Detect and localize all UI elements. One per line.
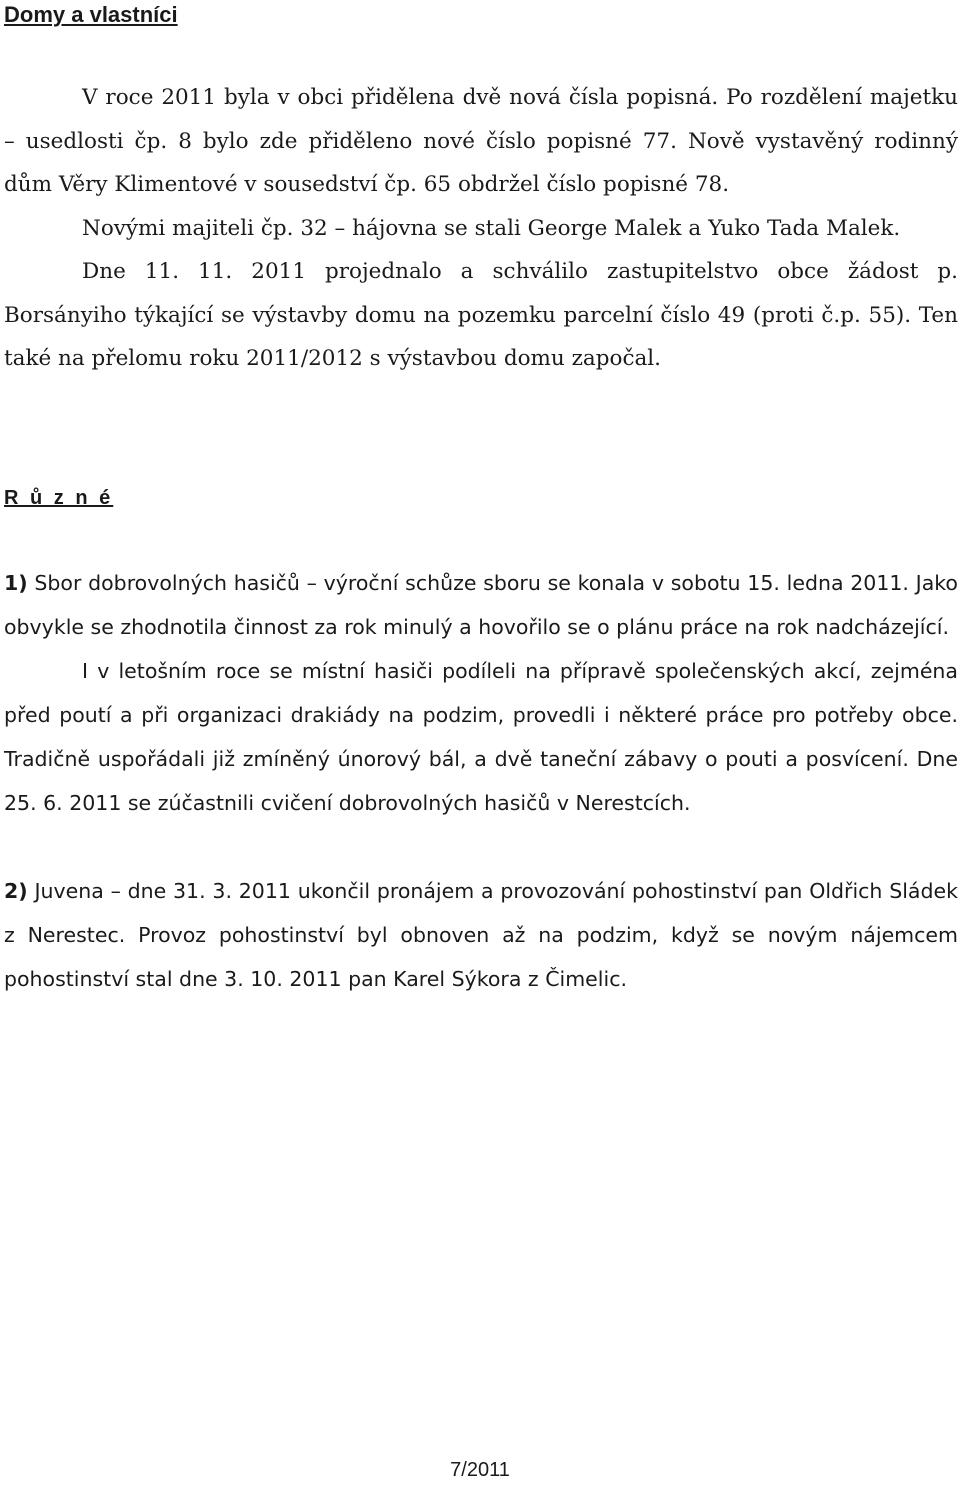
section-title-miscellaneous: R ů z n é [4, 486, 114, 509]
paragraph-new-house-numbers: V roce 2011 byla v obci přidělena dvě nová čísla popisná. Po rozdělení majetku – usedlosti čp. 8 bylo zde přiděleno nové číslo popisné 77. Nově vystavěný rodinný dům Věry Klimentové v sousedství čp. 65 obdržel číslo popisné 78. [4, 85, 958, 197]
list-item-text: Juvena – dne 31. 3. 2011 ukončil pronájem a provozování pohostinství pan Oldřich Sládek z Nerestec. Provoz pohostinství byl obnoven až na podzim, když se novým nájemcem pohostinství stal dne 3. 10. 2011 pan Karel Sýkora z Čimelic. [4, 878, 958, 991]
section-miscellaneous-body [4, 561, 958, 1001]
document-page [4, 0, 958, 1001]
list-item-firefighters [4, 561, 958, 649]
page-number: 7/2011 [450, 1459, 510, 1481]
paragraph-new-owners: Novými majiteli čp. 32 – hájovna se stali George Malek a Yuko Tada Malek. [82, 215, 901, 241]
section-title-houses-owners: Domy a vlastníci [4, 2, 178, 27]
paragraph-firefighters-activities: I v letošním roce se místní hasiči podíleli na přípravě společenských akcí, zejména před poutí a při organizaci drakiády na podzim, provedli i některé práce pro potřeby obce. Tradičně uspořádali již zmíněný únorový bál, a dvě taneční zábavy o pouti a posvícení. Dne 25. 6. 2011 se zúčastnili cvičení dobrovolných hasičů v Nerestcích. [4, 658, 958, 815]
list-item-number: 1) [4, 570, 28, 595]
list-item-text: Sbor dobrovolných hasičů – výroční schůze sboru se konala v sobotu 15. ledna 2011. Jako obvykle se zhodnotila činnost za rok minulý a hovořilo se o plánu práce na rok nadcházející. [4, 570, 958, 639]
paragraph-building-approval: Dne 11. 11. 2011 projednalo a schválilo zastupitelstvo obce žádost p. Borsányiho týkající se výstavby domu na pozemku parcelní číslo 49 (proti č.p. 55). Ten také na přelomu roku 2011/2012 s výstavbou domu započal. [4, 259, 958, 371]
list-item-number: 2) [4, 878, 28, 903]
list-item-juvena [4, 869, 958, 1001]
section-houses-owners-body [4, 76, 958, 381]
